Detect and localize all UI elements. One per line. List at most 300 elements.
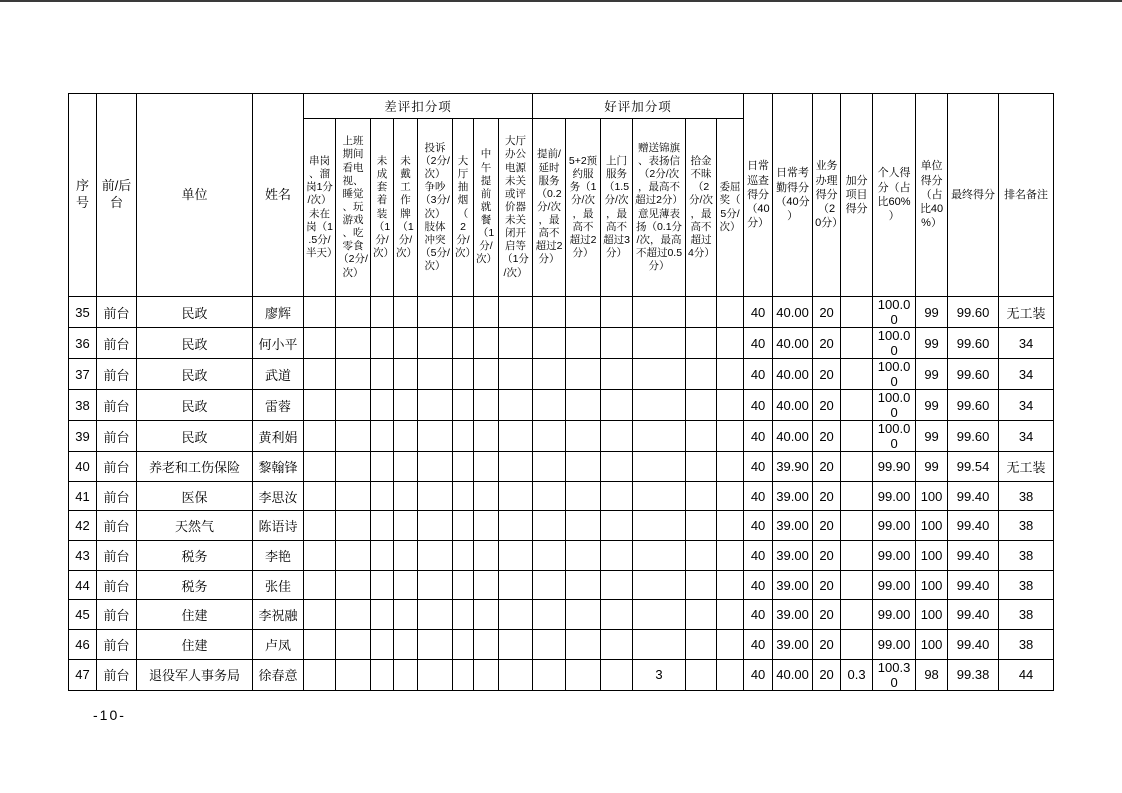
table-cell: 99.00 <box>873 481 916 511</box>
table-cell <box>394 570 418 600</box>
table-cell <box>336 659 371 690</box>
table-cell: 46 <box>69 630 97 660</box>
table-cell: 100.00 <box>873 297 916 328</box>
table-cell <box>633 452 686 482</box>
table-cell <box>533 452 566 482</box>
table-cell: 20 <box>813 297 841 328</box>
table-cell <box>601 511 633 541</box>
table-cell <box>841 630 873 660</box>
table-cell: 99.60 <box>948 421 999 452</box>
table-cell <box>499 452 533 482</box>
table-cell <box>841 481 873 511</box>
header-group-row <box>69 94 1054 119</box>
table-cell <box>304 659 336 690</box>
table-cell: 99.40 <box>948 600 999 630</box>
table-cell: 99.90 <box>873 452 916 482</box>
table-cell <box>841 328 873 359</box>
table-cell: 40 <box>744 390 773 421</box>
table-cell <box>566 659 601 690</box>
table-cell <box>717 541 744 571</box>
table-cell <box>394 630 418 660</box>
header-bonus-extended-service: 提前/延时服务（0.2分/次，最高不超过2分） <box>533 119 566 297</box>
table-cell: 40.00 <box>773 328 813 359</box>
table-cell <box>686 328 717 359</box>
table-cell: 20 <box>813 541 841 571</box>
table-row <box>69 630 1054 660</box>
table-cell: 47 <box>69 659 97 690</box>
table-cell <box>474 659 499 690</box>
table-cell <box>371 359 394 390</box>
table-cell <box>566 390 601 421</box>
table-cell <box>474 359 499 390</box>
table-cell <box>533 511 566 541</box>
table-cell: 100 <box>916 481 948 511</box>
table-cell: 100 <box>916 570 948 600</box>
table-cell: 100 <box>916 600 948 630</box>
table-cell: 40 <box>744 659 773 690</box>
table-cell <box>686 600 717 630</box>
table-cell <box>304 421 336 452</box>
table-cell <box>418 511 453 541</box>
table-cell <box>533 481 566 511</box>
header-rank-remark: 排名备注 <box>999 94 1054 297</box>
table-cell <box>394 481 418 511</box>
table-cell: 38 <box>999 600 1054 630</box>
table-cell <box>418 659 453 690</box>
table-cell <box>566 630 601 660</box>
table-cell <box>566 297 601 328</box>
table-cell <box>686 359 717 390</box>
table-cell <box>474 600 499 630</box>
table-cell <box>474 511 499 541</box>
header-bonus-appointment-service: 5+2预约服务（1分/次，最高不超过2分） <box>566 119 601 297</box>
header-name: 姓名 <box>253 94 304 297</box>
table-cell: 40.00 <box>773 659 813 690</box>
table-cell: 99.00 <box>873 630 916 660</box>
table-cell: 34 <box>999 390 1054 421</box>
header-desk: 前/后台 <box>97 94 137 297</box>
table-cell: 40.00 <box>773 359 813 390</box>
table-cell <box>453 570 474 600</box>
table-cell <box>371 511 394 541</box>
table-cell: 99.40 <box>948 541 999 571</box>
table-cell <box>418 570 453 600</box>
header-bonus-banner-praise: 赠送锦旗、表扬信（2分/次，最高不超过2分）意见薄表扬（0.1分/次，最高不超过0.5分） <box>633 119 686 297</box>
table-cell <box>717 570 744 600</box>
table-cell <box>453 421 474 452</box>
table-cell <box>533 541 566 571</box>
header-group-deduction: 差评扣分项 <box>304 94 533 119</box>
table-cell: 3 <box>633 659 686 690</box>
table-cell <box>371 630 394 660</box>
table-cell <box>601 390 633 421</box>
table-cell <box>841 570 873 600</box>
table-cell: 38 <box>69 390 97 421</box>
page-number: -10- <box>93 707 126 723</box>
table-cell <box>371 390 394 421</box>
table-cell: 99.60 <box>948 328 999 359</box>
table-cell <box>474 297 499 328</box>
table-cell <box>601 452 633 482</box>
table-cell: 前台 <box>97 659 137 690</box>
table-cell: 99.38 <box>948 659 999 690</box>
table-cell <box>453 390 474 421</box>
table-cell: 前台 <box>97 481 137 511</box>
table-header <box>69 94 1054 297</box>
table-row <box>69 452 1054 482</box>
table-cell <box>686 630 717 660</box>
window-top-edge <box>0 0 1122 2</box>
table-cell <box>336 511 371 541</box>
table-cell <box>686 481 717 511</box>
table-cell: 前台 <box>97 390 137 421</box>
table-cell <box>453 511 474 541</box>
evaluation-table-container <box>68 93 1054 691</box>
table-cell: 39.00 <box>773 481 813 511</box>
table-cell <box>686 452 717 482</box>
table-cell <box>474 481 499 511</box>
table-cell <box>474 421 499 452</box>
table-cell: 20 <box>813 659 841 690</box>
table-cell <box>418 390 453 421</box>
table-cell: 99.60 <box>948 297 999 328</box>
table-cell: 40 <box>744 541 773 571</box>
table-cell <box>633 481 686 511</box>
table-cell <box>633 297 686 328</box>
table-cell: 38 <box>999 481 1054 511</box>
table-cell <box>533 359 566 390</box>
table-cell: 40 <box>744 359 773 390</box>
header-group-bonus: 好评加分项 <box>533 94 744 119</box>
table-cell <box>394 390 418 421</box>
table-cell <box>371 600 394 630</box>
table-cell: 39.90 <box>773 452 813 482</box>
table-cell: 无工装 <box>999 297 1054 328</box>
table-cell <box>453 541 474 571</box>
table-cell <box>566 452 601 482</box>
table-cell <box>499 600 533 630</box>
header-deduction-early-meal: 中午提前就餐（1分/次） <box>474 119 499 297</box>
table-cell <box>841 297 873 328</box>
table-cell: 住建 <box>137 600 253 630</box>
table-cell <box>304 359 336 390</box>
table-cell <box>566 328 601 359</box>
table-cell <box>394 659 418 690</box>
table-cell <box>499 541 533 571</box>
table-cell: 99.40 <box>948 630 999 660</box>
table-cell <box>304 328 336 359</box>
table-cell <box>633 541 686 571</box>
table-cell: 40 <box>744 421 773 452</box>
header-deduction-smoking: 大厅抽烟（2分/次） <box>453 119 474 297</box>
table-cell: 20 <box>813 600 841 630</box>
table-cell <box>394 541 418 571</box>
table-cell: 陈语诗 <box>253 511 304 541</box>
table-cell: 100 <box>916 541 948 571</box>
table-cell: 99.00 <box>873 600 916 630</box>
table-cell <box>304 600 336 630</box>
table-cell: 42 <box>69 511 97 541</box>
table-cell <box>336 359 371 390</box>
table-cell: 34 <box>999 328 1054 359</box>
table-cell: 0.3 <box>841 659 873 690</box>
table-row <box>69 541 1054 571</box>
table-cell: 20 <box>813 511 841 541</box>
table-cell <box>371 659 394 690</box>
table-row <box>69 359 1054 390</box>
table-cell <box>371 452 394 482</box>
table-cell <box>717 359 744 390</box>
table-cell <box>633 328 686 359</box>
table-cell <box>566 541 601 571</box>
table-cell <box>453 481 474 511</box>
table-cell <box>601 659 633 690</box>
table-cell <box>474 630 499 660</box>
table-cell <box>686 511 717 541</box>
table-cell <box>418 421 453 452</box>
table-cell: 40 <box>744 452 773 482</box>
table-cell <box>304 452 336 482</box>
table-cell: 38 <box>999 630 1054 660</box>
table-cell: 99.54 <box>948 452 999 482</box>
table-cell <box>601 328 633 359</box>
table-cell <box>336 541 371 571</box>
table-cell <box>453 452 474 482</box>
table-cell: 99.00 <box>873 511 916 541</box>
table-cell <box>474 541 499 571</box>
table-cell: 35 <box>69 297 97 328</box>
table-cell: 99.40 <box>948 481 999 511</box>
table-cell: 20 <box>813 630 841 660</box>
table-cell <box>304 297 336 328</box>
table-cell: 住建 <box>137 630 253 660</box>
table-cell: 99.00 <box>873 541 916 571</box>
table-cell <box>474 328 499 359</box>
table-cell <box>601 359 633 390</box>
table-cell <box>717 390 744 421</box>
table-cell <box>474 570 499 600</box>
table-cell <box>601 600 633 630</box>
table-cell <box>499 390 533 421</box>
table-cell <box>371 570 394 600</box>
table-cell: 99.40 <box>948 570 999 600</box>
table-cell <box>371 297 394 328</box>
table-cell: 民政 <box>137 297 253 328</box>
table-cell <box>717 297 744 328</box>
table-cell <box>566 570 601 600</box>
table-cell: 40 <box>744 297 773 328</box>
table-cell: 李祝融 <box>253 600 304 630</box>
table-cell <box>336 328 371 359</box>
header-final-score: 最终得分 <box>948 94 999 297</box>
table-cell <box>336 570 371 600</box>
table-cell <box>336 630 371 660</box>
table-cell <box>533 570 566 600</box>
table-cell <box>601 297 633 328</box>
table-cell <box>686 541 717 571</box>
table-cell: 36 <box>69 328 97 359</box>
table-cell <box>633 511 686 541</box>
table-cell <box>418 481 453 511</box>
table-cell <box>499 630 533 660</box>
header-daily-attendance-score: 日常考勤得分（40分） <box>773 94 813 297</box>
table-cell: 38 <box>999 570 1054 600</box>
table-cell <box>717 328 744 359</box>
table-cell <box>418 297 453 328</box>
table-cell <box>418 600 453 630</box>
table-cell <box>394 328 418 359</box>
table-cell <box>453 659 474 690</box>
table-cell <box>418 452 453 482</box>
table-cell: 20 <box>813 359 841 390</box>
table-cell: 99 <box>916 421 948 452</box>
table-cell <box>394 511 418 541</box>
table-cell: 99.40 <box>948 511 999 541</box>
table-cell <box>841 600 873 630</box>
table-cell: 20 <box>813 452 841 482</box>
table-cell <box>474 390 499 421</box>
table-cell <box>717 630 744 660</box>
table-cell: 税务 <box>137 541 253 571</box>
table-cell <box>394 359 418 390</box>
table-cell: 99 <box>916 452 948 482</box>
table-cell: 卢凤 <box>253 630 304 660</box>
table-cell: 100.00 <box>873 390 916 421</box>
header-deduction-complaint: 投诉（2分/次）争吵（3分/次）肢体冲突（5分/次） <box>418 119 453 297</box>
header-seq: 序号 <box>69 94 97 297</box>
header-deduction-no-uniform: 未成套着装（1分/次） <box>371 119 394 297</box>
table-cell <box>499 570 533 600</box>
table-cell: 40 <box>744 328 773 359</box>
table-cell: 黎翰锋 <box>253 452 304 482</box>
table-cell <box>601 541 633 571</box>
table-cell <box>841 511 873 541</box>
table-cell: 前台 <box>97 600 137 630</box>
table-row <box>69 481 1054 511</box>
table-cell <box>533 421 566 452</box>
table-cell <box>633 359 686 390</box>
table-cell: 43 <box>69 541 97 571</box>
table-row <box>69 390 1054 421</box>
table-cell <box>566 511 601 541</box>
table-cell <box>717 421 744 452</box>
table-cell <box>453 359 474 390</box>
table-cell: 前台 <box>97 328 137 359</box>
table-cell: 退役军人事务局 <box>137 659 253 690</box>
table-cell <box>633 600 686 630</box>
table-cell <box>336 481 371 511</box>
table-cell <box>841 390 873 421</box>
table-cell: 前台 <box>97 570 137 600</box>
table-cell <box>601 421 633 452</box>
table-cell <box>304 390 336 421</box>
table-cell: 39 <box>69 421 97 452</box>
table-cell: 39.00 <box>773 541 813 571</box>
table-cell <box>336 452 371 482</box>
table-cell <box>633 570 686 600</box>
table-cell <box>474 452 499 482</box>
table-cell: 37 <box>69 359 97 390</box>
table-cell: 20 <box>813 570 841 600</box>
header-deduction-power-left-on: 大厅办公电源未关或评价器未关闭开启等（1分/次） <box>499 119 533 297</box>
table-cell <box>453 630 474 660</box>
table-cell: 40 <box>744 511 773 541</box>
table-cell: 20 <box>813 390 841 421</box>
table-cell <box>717 511 744 541</box>
header-business-score: 业务办理得分（20分） <box>813 94 841 297</box>
table-cell: 39.00 <box>773 570 813 600</box>
table-cell: 武道 <box>253 359 304 390</box>
table-cell <box>304 570 336 600</box>
table-cell <box>394 452 418 482</box>
table-cell: 99.60 <box>948 359 999 390</box>
table-cell: 天然气 <box>137 511 253 541</box>
table-cell <box>499 421 533 452</box>
table-cell <box>418 359 453 390</box>
table-row <box>69 659 1054 690</box>
table-cell: 无工装 <box>999 452 1054 482</box>
table-cell <box>533 630 566 660</box>
table-cell: 民政 <box>137 390 253 421</box>
table-cell: 前台 <box>97 630 137 660</box>
table-cell <box>304 511 336 541</box>
header-deduction-no-badge: 未戴工作牌（1分/次） <box>394 119 418 297</box>
table-cell: 税务 <box>137 570 253 600</box>
table-cell: 99.60 <box>948 390 999 421</box>
table-cell: 20 <box>813 421 841 452</box>
header-bonus-home-service: 上门服务（1.5分/次，最高不超过3分） <box>601 119 633 297</box>
table-cell <box>499 659 533 690</box>
header-personal-score: 个人得分（占比60%） <box>873 94 916 297</box>
table-cell: 100 <box>916 511 948 541</box>
table-cell <box>418 541 453 571</box>
table-cell: 40.00 <box>773 421 813 452</box>
table-cell: 44 <box>69 570 97 600</box>
table-cell: 100.00 <box>873 359 916 390</box>
table-cell <box>686 390 717 421</box>
table-cell <box>336 600 371 630</box>
table-cell <box>371 481 394 511</box>
table-cell <box>717 659 744 690</box>
table-cell <box>394 600 418 630</box>
table-cell <box>304 541 336 571</box>
table-cell: 38 <box>999 511 1054 541</box>
table-cell: 99 <box>916 359 948 390</box>
table-row <box>69 511 1054 541</box>
table-cell <box>533 297 566 328</box>
table-row <box>69 600 1054 630</box>
table-cell: 34 <box>999 359 1054 390</box>
table-cell <box>841 541 873 571</box>
table-cell <box>633 421 686 452</box>
table-cell <box>499 511 533 541</box>
table-cell <box>633 630 686 660</box>
table-cell: 38 <box>999 541 1054 571</box>
table-cell <box>717 452 744 482</box>
table-cell: 医保 <box>137 481 253 511</box>
table-cell: 前台 <box>97 359 137 390</box>
table-cell <box>453 600 474 630</box>
table-cell <box>304 630 336 660</box>
table-body <box>69 297 1054 691</box>
table-cell <box>418 630 453 660</box>
table-cell <box>499 328 533 359</box>
table-row <box>69 570 1054 600</box>
header-bonus-item-score: 加分项目得分 <box>841 94 873 297</box>
table-cell: 40.00 <box>773 390 813 421</box>
table-cell: 45 <box>69 600 97 630</box>
header-deduction-tv-sleep: 上班期间看电视、睡觉、玩游戏、吃零食（2分/次） <box>336 119 371 297</box>
